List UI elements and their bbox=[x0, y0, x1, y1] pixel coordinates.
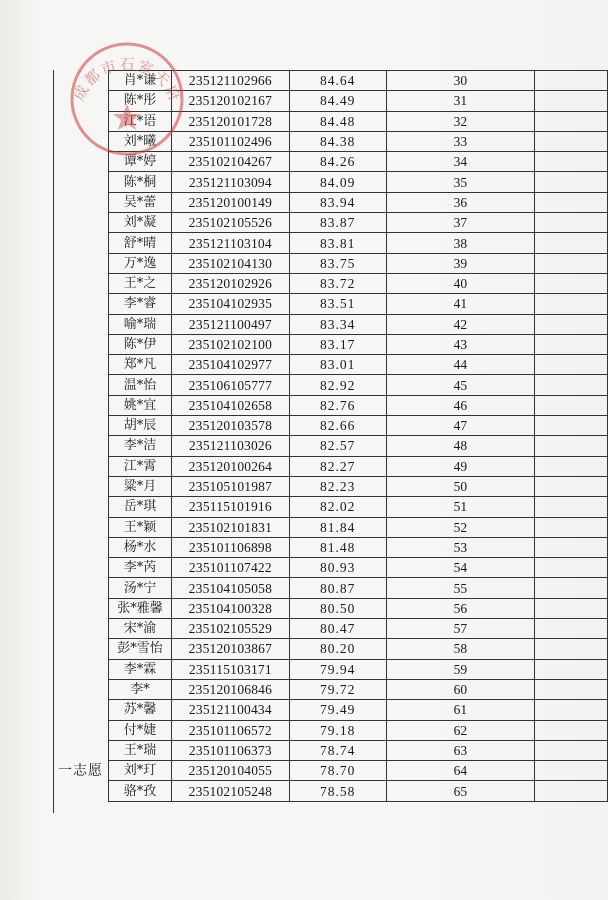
score-cell: 82.27 bbox=[289, 456, 386, 476]
blank-cell bbox=[535, 456, 608, 476]
name-cell: 江*语 bbox=[109, 111, 172, 131]
name-cell: 李*睿 bbox=[109, 294, 172, 314]
blank-cell bbox=[535, 619, 608, 639]
table-row bbox=[109, 598, 608, 618]
name-cell: 李* bbox=[109, 679, 172, 699]
name-cell: 李*霖 bbox=[109, 659, 172, 679]
score-cell: 83.75 bbox=[289, 253, 386, 273]
name-cell: 骆*孜 bbox=[109, 781, 172, 801]
score-cell: 81.84 bbox=[289, 517, 386, 537]
score-cell: 83.94 bbox=[289, 192, 386, 212]
id-cell: 235104105058 bbox=[171, 578, 289, 598]
rank-cell: 53 bbox=[386, 537, 535, 557]
table-row bbox=[109, 192, 608, 212]
score-cell: 82.57 bbox=[289, 436, 386, 456]
blank-cell bbox=[535, 233, 608, 253]
score-cell: 80.20 bbox=[289, 639, 386, 659]
table-row bbox=[109, 213, 608, 233]
table-row bbox=[109, 233, 608, 253]
score-cell: 83.34 bbox=[289, 314, 386, 334]
score-cell: 83.51 bbox=[289, 294, 386, 314]
table-row bbox=[109, 355, 608, 375]
id-cell: 235102105529 bbox=[171, 619, 289, 639]
blank-cell bbox=[535, 679, 608, 699]
blank-cell bbox=[535, 395, 608, 415]
blank-cell bbox=[535, 598, 608, 618]
table-row bbox=[109, 152, 608, 172]
rank-cell: 64 bbox=[386, 761, 535, 781]
name-cell: 姚*宜 bbox=[109, 395, 172, 415]
name-cell: 谭*婷 bbox=[109, 152, 172, 172]
blank-cell bbox=[535, 639, 608, 659]
id-cell: 235120102926 bbox=[171, 273, 289, 293]
id-cell: 235120104055 bbox=[171, 761, 289, 781]
table-body bbox=[109, 71, 608, 802]
name-cell: 李*洁 bbox=[109, 436, 172, 456]
rank-cell: 61 bbox=[386, 700, 535, 720]
rank-cell: 41 bbox=[386, 294, 535, 314]
id-cell: 235104102935 bbox=[171, 294, 289, 314]
score-cell: 82.23 bbox=[289, 476, 386, 496]
table-row bbox=[109, 497, 608, 517]
score-cell: 78.74 bbox=[289, 740, 386, 760]
table-row bbox=[109, 700, 608, 720]
score-cell: 84.26 bbox=[289, 152, 386, 172]
rank-cell: 35 bbox=[386, 172, 535, 192]
score-cell: 82.92 bbox=[289, 375, 386, 395]
rank-cell: 57 bbox=[386, 619, 535, 639]
rank-cell: 55 bbox=[386, 578, 535, 598]
blank-cell bbox=[535, 740, 608, 760]
name-cell: 苏*馨 bbox=[109, 700, 172, 720]
table-row bbox=[109, 720, 608, 740]
table-row bbox=[109, 476, 608, 496]
score-cell: 78.70 bbox=[289, 761, 386, 781]
name-cell: 万*逸 bbox=[109, 253, 172, 273]
score-cell: 84.49 bbox=[289, 91, 386, 111]
rank-cell: 31 bbox=[386, 91, 535, 111]
rank-cell: 47 bbox=[386, 416, 535, 436]
id-cell: 235102105526 bbox=[171, 213, 289, 233]
id-cell: 235105101987 bbox=[171, 476, 289, 496]
blank-cell bbox=[535, 71, 608, 91]
name-cell: 吴*蕾 bbox=[109, 192, 172, 212]
score-cell: 81.48 bbox=[289, 537, 386, 557]
id-cell: 235120100264 bbox=[171, 456, 289, 476]
id-cell: 235121100497 bbox=[171, 314, 289, 334]
blank-cell bbox=[535, 659, 608, 679]
name-cell: 陈*桐 bbox=[109, 172, 172, 192]
blank-cell bbox=[535, 476, 608, 496]
table-row bbox=[109, 131, 608, 151]
table-row bbox=[109, 659, 608, 679]
score-cell: 80.50 bbox=[289, 598, 386, 618]
id-cell: 235102102100 bbox=[171, 334, 289, 354]
group-label: 一志愿 bbox=[58, 763, 103, 779]
rank-cell: 38 bbox=[386, 233, 535, 253]
table-row bbox=[109, 537, 608, 557]
score-cell: 79.18 bbox=[289, 720, 386, 740]
blank-cell bbox=[535, 91, 608, 111]
id-cell: 235121100434 bbox=[171, 700, 289, 720]
blank-cell bbox=[535, 253, 608, 273]
id-cell: 235121102966 bbox=[171, 71, 289, 91]
score-cell: 80.87 bbox=[289, 578, 386, 598]
blank-cell bbox=[535, 111, 608, 131]
rank-cell: 48 bbox=[386, 436, 535, 456]
blank-cell bbox=[535, 537, 608, 557]
score-cell: 79.72 bbox=[289, 679, 386, 699]
blank-cell bbox=[535, 334, 608, 354]
id-cell: 235121103026 bbox=[171, 436, 289, 456]
rank-cell: 60 bbox=[386, 679, 535, 699]
name-cell: 粱*月 bbox=[109, 476, 172, 496]
blank-cell bbox=[535, 355, 608, 375]
id-cell: 235104100328 bbox=[171, 598, 289, 618]
admission-table bbox=[108, 70, 608, 802]
score-cell: 83.01 bbox=[289, 355, 386, 375]
rank-cell: 65 bbox=[386, 781, 535, 801]
rank-cell: 36 bbox=[386, 192, 535, 212]
blank-cell bbox=[535, 131, 608, 151]
id-cell: 235120101728 bbox=[171, 111, 289, 131]
seal-text: 成都市石室天府 bbox=[69, 55, 185, 106]
table-row bbox=[109, 781, 608, 801]
rank-cell: 52 bbox=[386, 517, 535, 537]
id-cell: 235115101916 bbox=[171, 497, 289, 517]
rank-cell: 43 bbox=[386, 334, 535, 354]
rank-cell: 40 bbox=[386, 273, 535, 293]
table-row bbox=[109, 172, 608, 192]
rank-cell: 58 bbox=[386, 639, 535, 659]
id-cell: 235120103867 bbox=[171, 639, 289, 659]
name-cell: 王*瑞 bbox=[109, 740, 172, 760]
name-cell: 胡*辰 bbox=[109, 416, 172, 436]
score-cell: 79.49 bbox=[289, 700, 386, 720]
rank-cell: 37 bbox=[386, 213, 535, 233]
name-cell: 杨*水 bbox=[109, 537, 172, 557]
id-cell: 235120103578 bbox=[171, 416, 289, 436]
score-cell: 80.93 bbox=[289, 558, 386, 578]
score-cell: 84.38 bbox=[289, 131, 386, 151]
name-cell: 王*之 bbox=[109, 273, 172, 293]
blank-cell bbox=[535, 497, 608, 517]
name-cell: 王*颖 bbox=[109, 517, 172, 537]
score-cell: 79.94 bbox=[289, 659, 386, 679]
id-cell: 235102105248 bbox=[171, 781, 289, 801]
name-cell: 汤*宁 bbox=[109, 578, 172, 598]
table-row bbox=[109, 314, 608, 334]
table-row bbox=[109, 395, 608, 415]
id-cell: 235106105777 bbox=[171, 375, 289, 395]
blank-cell bbox=[535, 294, 608, 314]
rank-cell: 33 bbox=[386, 131, 535, 151]
score-cell: 83.87 bbox=[289, 213, 386, 233]
blank-cell bbox=[535, 152, 608, 172]
table-row bbox=[109, 761, 608, 781]
name-cell: 江*霄 bbox=[109, 456, 172, 476]
blank-cell bbox=[535, 761, 608, 781]
id-cell: 235101106898 bbox=[171, 537, 289, 557]
rank-cell: 51 bbox=[386, 497, 535, 517]
name-cell: 彭*雪怡 bbox=[109, 639, 172, 659]
blank-cell bbox=[535, 517, 608, 537]
table-row bbox=[109, 375, 608, 395]
name-cell: 陈*彤 bbox=[109, 91, 172, 111]
id-cell: 235102104130 bbox=[171, 253, 289, 273]
table-row bbox=[109, 71, 608, 91]
table-row bbox=[109, 558, 608, 578]
rank-cell: 39 bbox=[386, 253, 535, 273]
name-cell: 宋*渝 bbox=[109, 619, 172, 639]
blank-cell bbox=[535, 436, 608, 456]
rank-cell: 62 bbox=[386, 720, 535, 740]
blank-cell bbox=[535, 416, 608, 436]
table-row bbox=[109, 111, 608, 131]
name-cell: 郑*凡 bbox=[109, 355, 172, 375]
id-cell: 235101106373 bbox=[171, 740, 289, 760]
id-cell: 235101107422 bbox=[171, 558, 289, 578]
table-row bbox=[109, 253, 608, 273]
table-row bbox=[109, 294, 608, 314]
id-cell: 235101106572 bbox=[171, 720, 289, 740]
id-cell: 235121103104 bbox=[171, 233, 289, 253]
id-cell: 235102104267 bbox=[171, 152, 289, 172]
blank-cell bbox=[535, 781, 608, 801]
name-cell: 刘*曦 bbox=[109, 131, 172, 151]
rank-cell: 34 bbox=[386, 152, 535, 172]
group-column bbox=[53, 70, 110, 813]
rank-cell: 45 bbox=[386, 375, 535, 395]
blank-cell bbox=[535, 700, 608, 720]
table-row bbox=[109, 456, 608, 476]
id-cell: 235104102977 bbox=[171, 355, 289, 375]
table-row bbox=[109, 91, 608, 111]
id-cell: 235115103171 bbox=[171, 659, 289, 679]
name-cell: 刘*凝 bbox=[109, 213, 172, 233]
name-cell: 温*怡 bbox=[109, 375, 172, 395]
rank-cell: 63 bbox=[386, 740, 535, 760]
table-row bbox=[109, 517, 608, 537]
name-cell: 岳*琪 bbox=[109, 497, 172, 517]
id-cell: 235121103094 bbox=[171, 172, 289, 192]
rank-cell: 42 bbox=[386, 314, 535, 334]
blank-cell bbox=[535, 192, 608, 212]
rank-cell: 32 bbox=[386, 111, 535, 131]
score-cell: 84.64 bbox=[289, 71, 386, 91]
name-cell: 喻*瑞 bbox=[109, 314, 172, 334]
rank-cell: 56 bbox=[386, 598, 535, 618]
table-row bbox=[109, 334, 608, 354]
name-cell: 张*雅馨 bbox=[109, 598, 172, 618]
table-row bbox=[109, 436, 608, 456]
blank-cell bbox=[535, 213, 608, 233]
blank-cell bbox=[535, 314, 608, 334]
table-row bbox=[109, 639, 608, 659]
score-cell: 83.72 bbox=[289, 273, 386, 293]
score-cell: 83.81 bbox=[289, 233, 386, 253]
blank-cell bbox=[535, 273, 608, 293]
score-cell: 82.02 bbox=[289, 497, 386, 517]
name-cell: 舒*晴 bbox=[109, 233, 172, 253]
score-cell: 84.09 bbox=[289, 172, 386, 192]
table-row bbox=[109, 679, 608, 699]
id-cell: 235104102658 bbox=[171, 395, 289, 415]
blank-cell bbox=[535, 720, 608, 740]
rank-cell: 46 bbox=[386, 395, 535, 415]
score-cell: 82.66 bbox=[289, 416, 386, 436]
id-cell: 235120100149 bbox=[171, 192, 289, 212]
rank-cell: 49 bbox=[386, 456, 535, 476]
score-cell: 82.76 bbox=[289, 395, 386, 415]
name-cell: 付*婕 bbox=[109, 720, 172, 740]
table-row bbox=[109, 416, 608, 436]
id-cell: 235101102496 bbox=[171, 131, 289, 151]
blank-cell bbox=[535, 172, 608, 192]
id-cell: 235102101831 bbox=[171, 517, 289, 537]
score-cell: 78.58 bbox=[289, 781, 386, 801]
name-cell: 刘*玎 bbox=[109, 761, 172, 781]
table-row bbox=[109, 619, 608, 639]
score-cell: 84.48 bbox=[289, 111, 386, 131]
blank-cell bbox=[535, 375, 608, 395]
rank-cell: 50 bbox=[386, 476, 535, 496]
name-cell: 肖*谦 bbox=[109, 71, 172, 91]
id-cell: 235120102167 bbox=[171, 91, 289, 111]
score-cell: 80.47 bbox=[289, 619, 386, 639]
table-row bbox=[109, 578, 608, 598]
table-row bbox=[109, 273, 608, 293]
table-row bbox=[109, 740, 608, 760]
name-cell: 陈*伊 bbox=[109, 334, 172, 354]
blank-cell bbox=[535, 558, 608, 578]
rank-cell: 44 bbox=[386, 355, 535, 375]
rank-cell: 59 bbox=[386, 659, 535, 679]
blank-cell bbox=[535, 578, 608, 598]
name-cell: 李*芮 bbox=[109, 558, 172, 578]
rank-cell: 30 bbox=[386, 71, 535, 91]
score-cell: 83.17 bbox=[289, 334, 386, 354]
rank-cell: 54 bbox=[386, 558, 535, 578]
id-cell: 235120106846 bbox=[171, 679, 289, 699]
